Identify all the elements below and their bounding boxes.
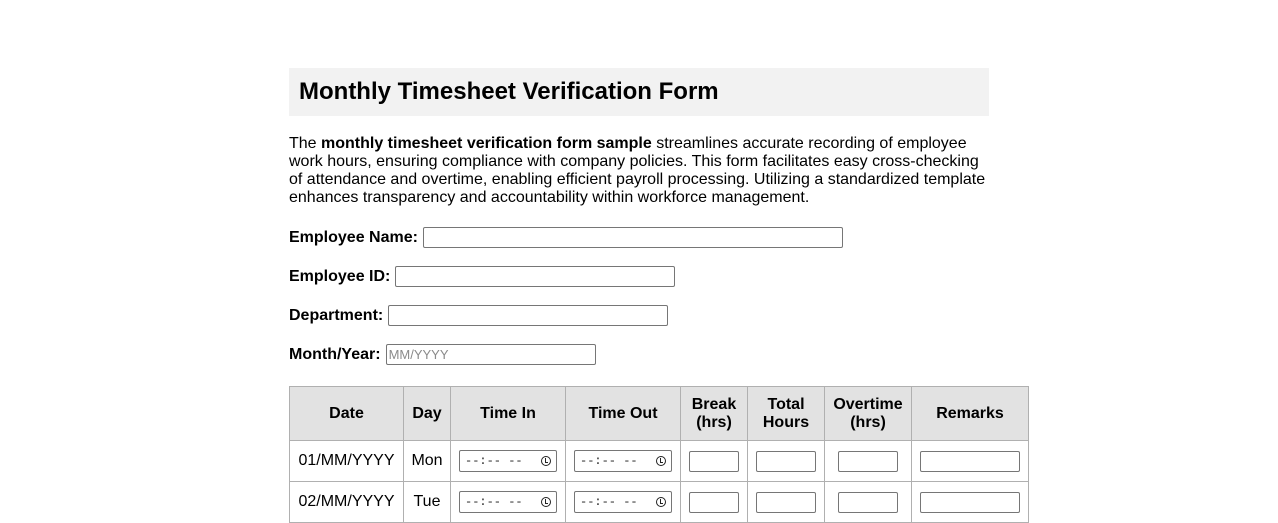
- employee-id-input[interactable]: [395, 266, 675, 287]
- total-hours-input[interactable]: [756, 492, 816, 513]
- remarks-input[interactable]: [920, 492, 1020, 513]
- col-time-in: Time In: [451, 387, 566, 441]
- overtime-cell: [825, 441, 912, 482]
- time-out-cell: [566, 482, 681, 523]
- employee-id-row: [289, 266, 1029, 287]
- overtime-input[interactable]: [838, 451, 898, 472]
- break-input[interactable]: [689, 492, 739, 513]
- date-cell: 01/MM/YYYY: [290, 441, 404, 482]
- intro-rest: streamlines accurate recording of employee work hours, ensuring compliance with company policies. This form facilitates easy cross-checking of attendance and overtime, enabling efficient payroll processing. Utilizing a standardized template enhances transparency and accountability within workforce management.: [289, 135, 986, 206]
- remarks-cell: [912, 482, 1029, 523]
- employee-name-row: [289, 227, 1029, 248]
- employee-name-label: Employee Name:: [289, 228, 418, 246]
- month-year-input[interactable]: [386, 344, 596, 365]
- time-out-input[interactable]: --:-- --: [574, 491, 672, 513]
- total-hours-input[interactable]: [756, 451, 816, 472]
- remarks-input[interactable]: [920, 451, 1020, 472]
- month-year-label: Month/Year:: [289, 345, 381, 363]
- date-cell: 02/MM/YYYY: [290, 482, 404, 523]
- table-row: [290, 441, 1029, 482]
- page-title: Monthly Timesheet Verification Form: [299, 78, 719, 105]
- clock-icon[interactable]: [656, 456, 666, 466]
- remarks-cell: [912, 441, 1029, 482]
- time-in-cell: [451, 441, 566, 482]
- col-date: Date: [290, 387, 404, 441]
- table-header-row: [290, 387, 1029, 441]
- intro-prefix: The: [289, 135, 322, 152]
- break-input[interactable]: [689, 451, 739, 472]
- department-row: [289, 305, 1029, 326]
- col-total-hours: Total Hours: [748, 387, 825, 441]
- employee-name-input[interactable]: [423, 227, 843, 248]
- col-break: Break (hrs): [681, 387, 748, 441]
- table-row: [290, 482, 1029, 523]
- total-hours-cell: [748, 441, 825, 482]
- clock-icon[interactable]: [656, 497, 666, 507]
- department-input[interactable]: [388, 305, 668, 326]
- break-cell: [681, 441, 748, 482]
- day-cell: Mon: [404, 441, 451, 482]
- intro-paragraph: [289, 135, 989, 207]
- total-hours-cell: [748, 482, 825, 523]
- employee-id-label: Employee ID:: [289, 267, 391, 285]
- time-out-input[interactable]: --:-- --: [574, 450, 672, 472]
- month-year-row: [289, 344, 1029, 365]
- clock-icon[interactable]: [541, 456, 551, 466]
- overtime-input[interactable]: [838, 492, 898, 513]
- title-banner: [289, 68, 989, 116]
- intro-bold: monthly timesheet verification form sample: [321, 135, 652, 152]
- col-overtime: Overtime (hrs): [825, 387, 912, 441]
- department-label: Department:: [289, 306, 384, 324]
- timesheet-form: [289, 68, 1029, 523]
- time-out-cell: [566, 441, 681, 482]
- timesheet-table: [289, 386, 1029, 523]
- time-in-input[interactable]: --:-- --: [459, 450, 557, 472]
- col-time-out: Time Out: [566, 387, 681, 441]
- clock-icon[interactable]: [541, 497, 551, 507]
- col-remarks: Remarks: [912, 387, 1029, 441]
- time-in-input[interactable]: --:-- --: [459, 491, 557, 513]
- overtime-cell: [825, 482, 912, 523]
- col-day: Day: [404, 387, 451, 441]
- time-in-cell: [451, 482, 566, 523]
- employee-fields: [289, 227, 1029, 365]
- day-cell: Tue: [404, 482, 451, 523]
- break-cell: [681, 482, 748, 523]
